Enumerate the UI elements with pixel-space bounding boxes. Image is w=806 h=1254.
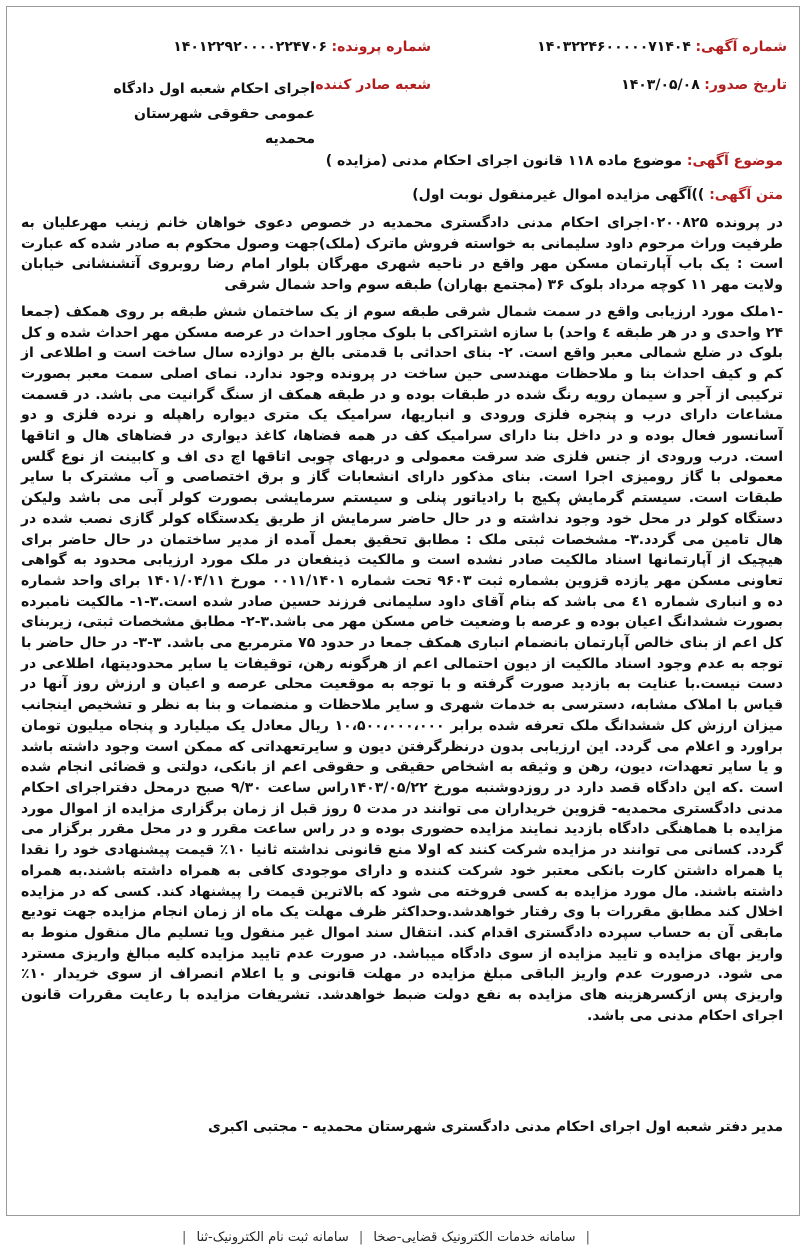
subject-value: موضوع ماده ۱۱۸ قانون اجرای احکام مدنی (مزایده ) [325,153,682,169]
footer-separator: | [181,1230,187,1245]
footer [0,1222,806,1254]
ad-number-label: شماره آگهی: [695,39,787,55]
issuer-value: اجرای احکام شعبه اول دادگاه عمومی حقوقی شهرستان محمدیه [113,81,315,147]
issue-date-label: تاریخ صدور: [704,77,787,93]
notice-frame [6,6,800,1216]
notice-body [21,213,783,1032]
subject [326,153,783,169]
footer-separator: | [585,1230,590,1245]
signature: مدیر دفتر شعبه اول اجرای احکام مدنی دادگستری شهرستان محمدیه - مجتبی اکبری [207,1119,783,1135]
case-number-label: شماره پرونده: [331,39,431,55]
footer-separator: | [358,1230,364,1245]
text-title [412,187,783,203]
ad-number-value: ۱۴۰۳۲۲۴۶۰۰۰۰۰۷۱۴۰۴ [537,39,691,55]
case-number-value: ۱۴۰۱۲۲۹۲۰۰۰۰۲۲۴۷۰۶ [173,39,328,55]
paragraph-intro: در پرونده ۰۲۰۰۸۲۵اجرای احکام مدنی دادگستری محمدیه در خصوص دعوی خواهان خانم زینب مهرعلیان به طرفیت وراث مرحوم داود سلیمانی به خواسته فروش ماترک (ملک)جهت وصول محکوم به صادر شده که عبارت است : یک باب آپارتمان مسکن مهر واقع در ناحیه شهری مهرگان بلوار امام رضا روبروی آتشنشانی خیابان ولایت مهر ۱۱ کوچه مرداد بلوک ۳۶ (مجتمع بهاران) طبقه سوم واحد شمال شرقی [21,215,783,294]
paragraph-details: -۱ملک مورد ارزیابی واقع در سمت شمال شرقی طبقه سوم از یک ساختمان شش طبقه بر روی همکف (جمعا ۲۴ واحدی و در هر طبقه ٤ واحد) با سازه اشتراکی با بلوک مجاور احداث در عرصه مسکن مهر احداث شده و کل بلوک در ضلع شمالی معبر واقع است. ۲- بنای احداثی با قدمتی بالغ بر دوازده سال ساخت است و اطلاعی از کم و کیف احداث بنا و ملاحظات مهندسی حین ساخت در پرونده وجود ندارد. نمای اصلی سمت معبر بصورت ترکیبی از آجر و سیمان رویه رنگ شده در طبقات بوده و در طبقه همکف از سنگ گرانیت می باشد. در قسمت مشاعات دارای درب و پنجره فلزی ورودی و انباریها، سرامیک یک متری دیواره راهپله و نرده فلزی و دو آسانسور فعال بوده و در داخل بنا دارای سرامیک کف در همه فضاها، کاغذ دیواری در فضاهای هال و اتاقها است. درب ورودی از جنس فلزی ضد سرقت معمولی و دربهای چوبی اتاقها اچ دی اف و کابینت از نوع گلس معمولی با گاز رومیزی اجرا است. بنای مذکور دارای انشعابات گاز و برق اختصاصی و آب مشترک با سایر طبقات است. سیستم گرمایش پکیج با رادیاتور پنلی و سیستم سرمایشی بصورت کولر آبی می باشد ولیکن دستگاه کولر در محل خود وجود نداشته و در حال حاضر سرمایش از طریق یکدستگاه کولر گازی نصب شده در هال تامین می گردد.۳- مشخصات ثبتی ملک : مطابق تحقیق بعمل آمده از مدیر ساختمان در حال حاضر برای هیچیک از آپارتمانها اسناد مالکیت صادر نشده است و مالکیت ذینفعان در ملک مورد ارزیابی محدود به گواهی تعاونی مسکن مهر یازده قزوین بشماره ثبت ۹۶۰۳ تحت شماره ۰۰۱۱/۱۴۰۱ مورخ ۱۴۰۱/۰۴/۱۱ برای واحد شماره ده و انباری شماره ٤۱ می باشد که بنام آقای داود سلیمانی فرزند حسین صادر شده است.۳-۱- مالکیت نامبرده بصورت ششدانگ اعیان بوده و عرصه با وضعیت خاص مسکن مهر می باشد.۳-۲- مطابق مشخصات ثبتی، زیربنای کل اعم از بنای خالص آپارتمان بانضمام انباری همکف جمعا در حدود ۷۵ مترمربع می باشد. ۳-۳- در حال حاضر با توجه به عدم وجود اسناد مالکیت از دیون احتمالی اعم از هرگونه رهن، توقیفات یا سایر محدودیتها، اطلاعی در دست نیست.با عنایت به بازدید صورت گرفته و با توجه به موقعیت محلی عرصه و اعیان و ارزش روز آنها در قیاس با املاک مشابه، دسترسی به خدمات شهری و سایر ملاحظات و منضمات و بنا به نظر و تشخیص اینجانب میزان ارزش کل ششدانگ ملک تعرفه شده برابر ۱۰،۵۰۰،۰۰۰،۰۰۰ ریال معادل یک میلیارد و پنجاه میلیون تومان براورد و اعلام می گردد. این ارزیابی بدون درنظرگرفتن دیون و سایرتعهداتی که ممکن است وجود داشته باشد و یا سایر تعهدات، دیون، رهن و وثیقه به اشخاص حقیقی و حقوقی اعم از بانکی، دولتی و قضائی انجام شده است .که این دادگاه قصد دارد در روزدوشنبه مورخ ۱۴۰۳/۰۵/۲۲راس ساعت ۹/۳۰ صبح درمحل دفتراجرای احکام مدنی دادگستری محمدیه- قزوین خریداران می توانند در مدت ٥ روز قبل از زمان برگزاری مزایده از اموال مورد مزایده با هماهنگی دادگاه بازدید نمایند مزایده حضوری بوده و در راس ساعت مقرر و در محل مقرر برگزار می گردد. کسانی می توانند در مزایده شرکت کنند که اولا منع قانونی نداشته ثانیا ۱۰٪ قیمت پیشنهادی خود را نقدا یا همراه داشتن کارت بانکی معتبر خود شرکت کننده و دارای موجودی کافی به همراه داشته باشند.به همراه داشته باشند. مال مورد مزایده به کسی فروخته می شود که بالاترین قیمت را پیشنهاد کند. کسی که در مزایده اخلال کند مطابق مقررات با وی رفتار خواهدشد.وحداکثر ظرف مهلت یک ماه از زمان انجام مزایده جهت تودیع مابقی آن به حساب سپرده دادگستری اقدام کند. انتقال سند اموال غیر منقول ویا تسلیم مال منقول منوط به واریز بهای مزایده و تایید مزایده از سوی دادگاه میباشد. در صورت عدم تایید مزایده کلیه مبالغ واریزی مسترد می شود. درصورت عدم واریز الباقی مبلغ مزایده در مهلت قانونی و یا اعلام انصراف از سوی خریدار ۱۰٪ واریزی پس ازکسرهزینه های مزایده به نفع دولت ضبط خواهدشد. تشریفات مزایده با رعایت مقررات قانون اجرای احکام مدنی می باشد. [21,303,784,1024]
text-title-value: ))آگهی مزایده اموال غیرمنقول نوبت اول) [412,187,705,203]
footer-link-sana[interactable]: سامانه ثبت نام الکترونیک-ثنا [196,1230,349,1245]
case-number [173,39,431,55]
subject-label: موضوع آگهی: [686,153,783,169]
issue-date-value: ۱۴۰۳/۰۵/۰۸ [621,77,700,93]
issuer-label: شعبه صادر کننده: [309,77,431,93]
ad-number [537,39,787,55]
issue-date [621,77,787,93]
footer-link-sakha[interactable]: سامانه خدمات الکترونیک قضایی-صخا [373,1230,576,1245]
text-label: متن آگهی: [709,187,783,203]
